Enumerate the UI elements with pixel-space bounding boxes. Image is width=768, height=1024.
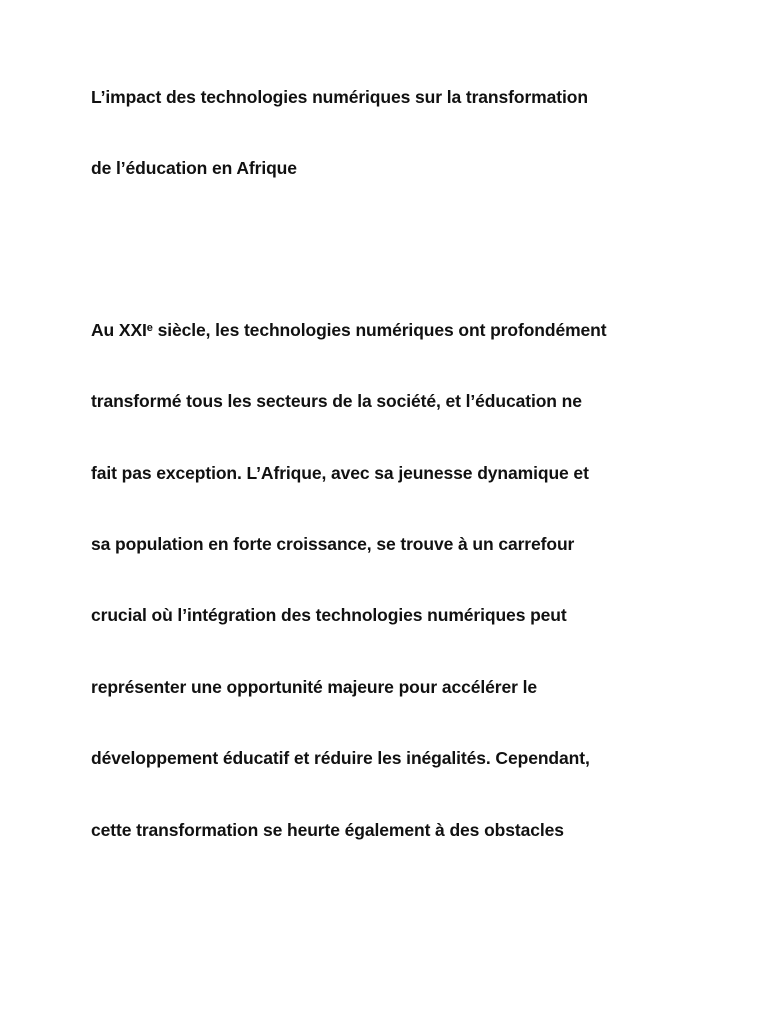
century-prefix: Au XXI <box>91 320 147 340</box>
paragraph-line-7: développement éducatif et réduire les inégalités. Cependant, <box>91 748 590 768</box>
paragraph-line-8: cette transformation se heurte également à des obstacles <box>91 820 564 840</box>
paragraph-line-5: crucial où l’intégration des technologies numériques peut <box>91 605 567 625</box>
paragraph-line-1 <box>91 320 607 340</box>
title-line-2: de l’éducation en Afrique <box>91 158 297 178</box>
paragraph-line-6: représenter une opportunité majeure pour accélérer le <box>91 677 537 697</box>
title-line-1: L’impact des technologies numériques sur la transformation <box>91 87 588 107</box>
paragraph-line-1-rest: siècle, les technologies numériques ont profondément <box>152 320 607 340</box>
paragraph-line-3: fait pas exception. L’Afrique, avec sa jeunesse dynamique et <box>91 463 589 483</box>
century-superscript: e <box>146 322 153 334</box>
paragraph-line-4: sa population en forte croissance, se trouve à un carrefour <box>91 534 575 554</box>
paragraph-line-2: transformé tous les secteurs de la société, et l’éducation ne <box>91 391 582 411</box>
